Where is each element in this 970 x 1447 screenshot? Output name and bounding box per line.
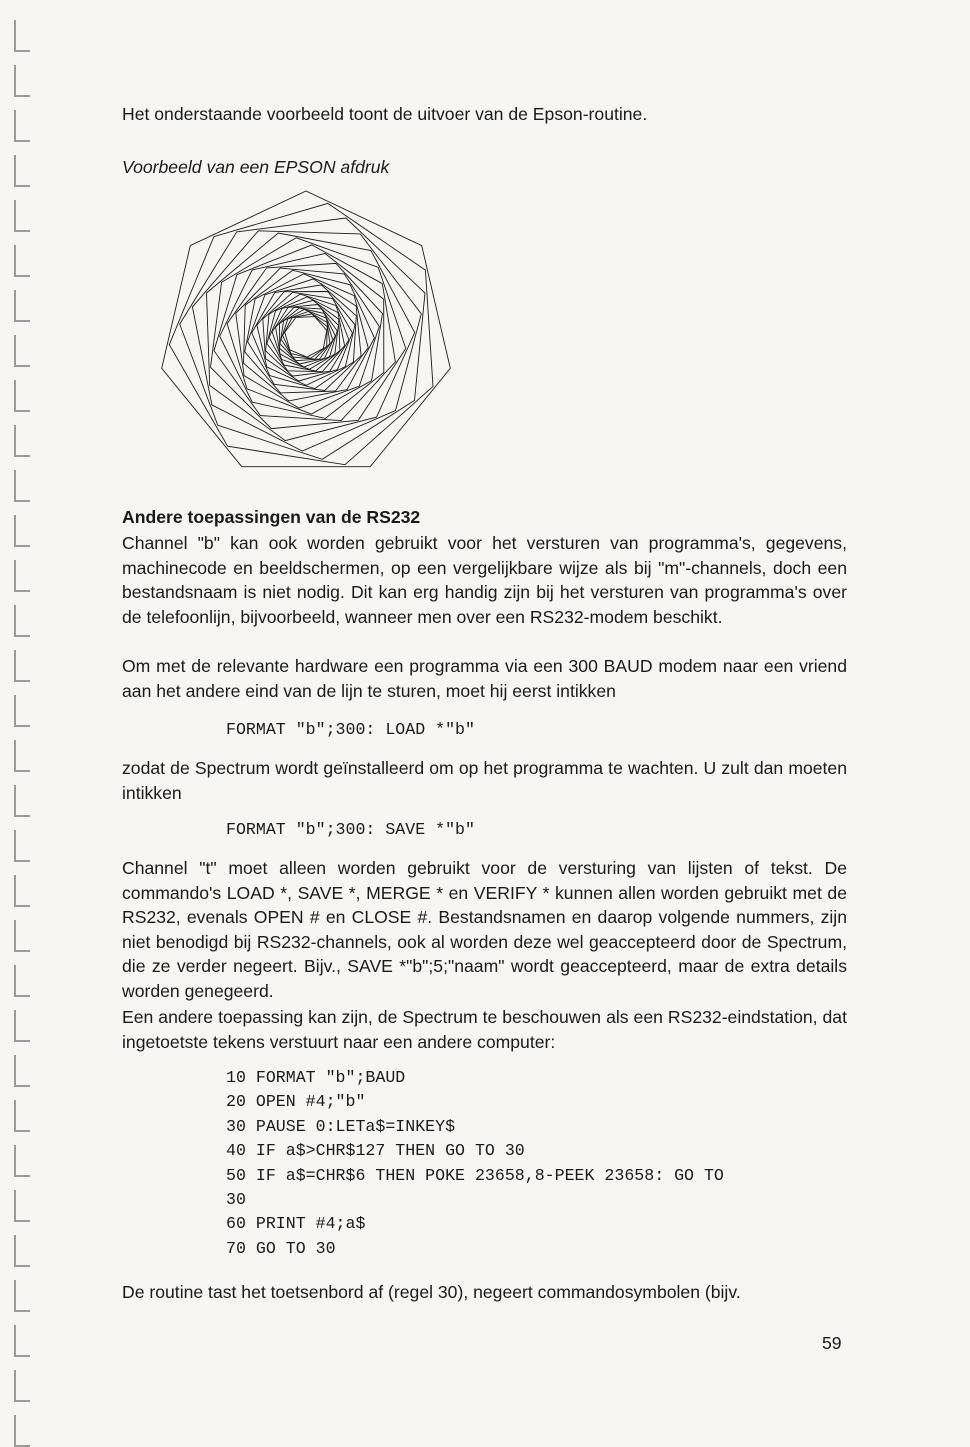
program-listing [226, 1066, 724, 1261]
binding-ring [14, 1055, 30, 1087]
binding-ring [14, 1010, 30, 1042]
binding-ring [14, 380, 30, 412]
paragraph-6 [122, 1280, 847, 1305]
binding-ring [14, 1100, 30, 1132]
program-line: 30 PAUSE 0:LETa$=INKEY$ [226, 1116, 456, 1136]
binding-ring [14, 290, 30, 322]
program-line: 40 IF a$>CHR$127 THEN GO TO 30 [226, 1141, 525, 1161]
binding-ring [14, 20, 30, 52]
epson-printout-figure [118, 188, 498, 494]
program-line: 30 [226, 1190, 246, 1210]
binding-ring [14, 425, 30, 457]
paragraph-3-text: zodat de Spectrum wordt geïnstalleerd om op het programma te wachten. U zult dan moeten intikken [122, 758, 847, 803]
binding-ring [14, 245, 30, 277]
binding-ring [14, 335, 30, 367]
binding-ring [14, 920, 30, 952]
code-save: FORMAT "b";300: SAVE *"b" [226, 820, 475, 839]
binding-ring [14, 560, 30, 592]
paragraph-6-text: De routine tast het toetsenbord af (regel 30), negeert commandosymbolen (bijv. [122, 1282, 741, 1302]
paragraph-1 [122, 531, 847, 629]
binding-ring [14, 1370, 30, 1402]
heptagon-outline [180, 218, 425, 459]
binding-ring [14, 605, 30, 637]
paragraph-5-text: Een andere toepassing kan zijn, de Spectrum te beschouwen als een RS232-eindstation, dat ingetoetste tekens verstuurt naar een andere computer: [122, 1007, 847, 1052]
binding-ring [14, 1145, 30, 1177]
heptagon-outline [236, 268, 379, 408]
spiral-binding [0, 0, 40, 1441]
heptagon-outline [214, 245, 395, 421]
section-heading: Andere toepassingen van de RS232 [122, 507, 421, 527]
program-line: 70 GO TO 30 [226, 1238, 336, 1258]
heptagon-outline [281, 312, 330, 360]
binding-ring [14, 650, 30, 682]
binding-ring [14, 65, 30, 97]
binding-ring [14, 1415, 30, 1447]
paragraph-2-text: Om met de relevante hardware een programma via een 300 BAUD modem naar een vriend aan het andere eind van de lijn te sturen, moet hij eerst intikken [122, 656, 847, 701]
program-line: 10 FORMAT "b";BAUD [226, 1068, 406, 1087]
binding-ring [14, 695, 30, 727]
figure-caption: Voorbeeld van een EPSON afdruk [122, 157, 390, 177]
paragraph-1-text: Channel "b" kan ook worden gebruikt voor het versturen van programma's, gegevens, machinecode en beeldschermen, op een vergelijkbare wijze als bij "m"-channels, doch een bestandsnaam is niet nodig. Dit kan erg handig zijn bij het versturen van programma's over de telefoonlijn, bijvoorbeeld, wanneer men over een RS232-modem beschikt. [122, 533, 847, 627]
binding-ring [14, 965, 30, 997]
binding-ring [14, 155, 30, 187]
heptagon-outline [211, 238, 406, 429]
paragraph-2 [122, 654, 847, 703]
program-line: 20 OPEN #4;"b" [226, 1092, 366, 1112]
paragraph-5 [122, 1005, 847, 1054]
page-number: 59 [822, 1333, 842, 1353]
paragraph-4 [122, 856, 847, 1004]
binding-ring [14, 515, 30, 547]
binding-ring [14, 830, 30, 862]
program-line: 50 IF a$=CHR$6 THEN POKE 23658,8-PEEK 23658: GO TO [226, 1165, 724, 1185]
binding-ring [14, 1235, 30, 1267]
binding-ring [14, 740, 30, 772]
binding-ring [14, 470, 30, 502]
binding-ring [14, 200, 30, 232]
intro-text: Het onderstaande voorbeeld toont de uitvoer van de Epson-routine. [122, 104, 648, 124]
binding-ring [14, 785, 30, 817]
binding-ring [14, 1280, 30, 1312]
paragraph-4-text: Channel "t" moet alleen worden gebruikt voor de versturing van lijsten of tekst. De commando's LOAD *, SAVE *, MERGE * en VERIFY * kunnen allen worden gebruikt met de RS232, evenals OPEN # en CLOSE #. Bestandsnamen en daarop volgende nummers, zijn niet benodigd bij RS232-channels, ook al worden deze wel geaccepteerd door de Spectrum, die ze verder negeert. Bijv., SAVE *"b";5;"naam" wordt geaccepteerd, maar de extra details worden genegeerd. [122, 858, 847, 1001]
program-line: 60 PRINT #4;a$ [226, 1214, 366, 1234]
paragraph-3 [122, 756, 847, 805]
binding-ring [14, 875, 30, 907]
code-load: FORMAT "b";300: LOAD *"b" [226, 720, 475, 739]
binding-ring [14, 110, 30, 142]
binding-ring [14, 1190, 30, 1222]
binding-ring [14, 1325, 30, 1357]
